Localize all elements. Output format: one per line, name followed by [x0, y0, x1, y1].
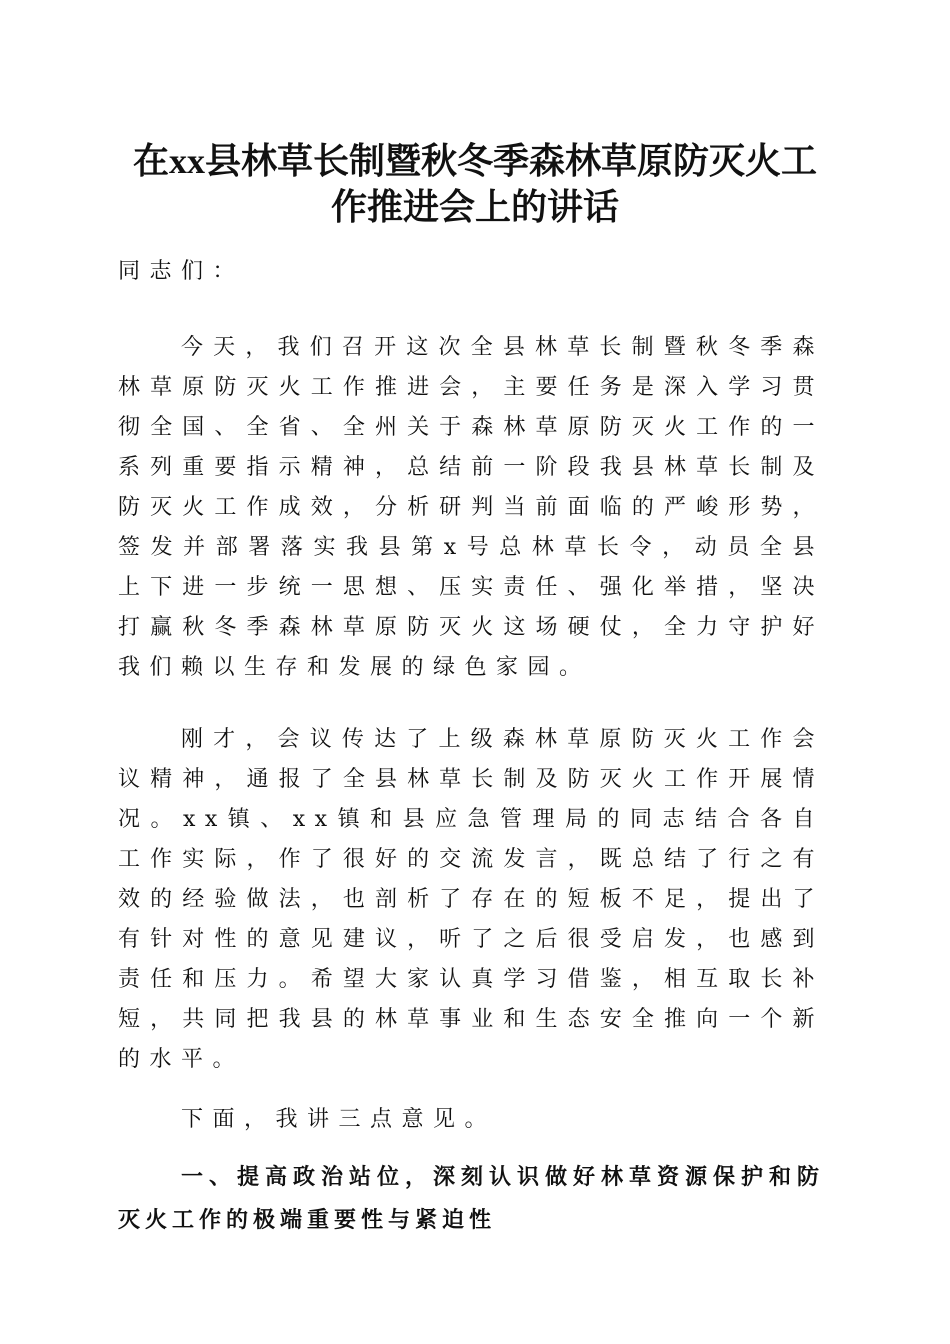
document-title: [110, 138, 840, 230]
paragraph-3: 下面，我讲三点意见。: [181, 1107, 497, 1132]
document-body: [118, 252, 824, 1242]
title-line-1: 在xx县林草长制暨秋冬季森林草原防灭火工: [132, 141, 817, 181]
salutation: 同志们：: [118, 259, 245, 284]
paragraph-2: 刚才，会议传达了上级森林草原防灭火工作会议精神，通报了全县林草长制及防灭火工作开展情况。xx镇、xx镇和县应急管理局的同志结合各自工作实际，作了很好的交流发言，既总结了行之有效的经验做法，也剖析了存在的短板不足，提出了有针对性的意见建议，听了之后很受启发，也感到责任和压力。希望大家认真学习借鉴，相互取长补短，共同把我县的林草事业和生态安全推向一个新的水平。: [118, 727, 824, 1072]
title-line-2: 作推进会上的讲话: [330, 187, 619, 227]
paragraph-1: 今天，我们召开这次全县林草长制暨秋冬季森林草原防灭火工作推进会，主要任务是深入学习贯彻全国、全省、全州关于森林草原防灭火工作的一系列重要指示精神，总结前一阶段我县林草长制及防灭火工作成效，分析研判当前面临的严峻形势，签发并部署落实我县第x号总林草长令，动员全县上下进一步统一思想、压实责任、强化举措，坚决打赢秋冬季森林草原防灭火这场硬仗，全力守护好我们赖以生存和发展的绿色家园。: [118, 335, 824, 680]
section-heading-1: 一、提高政治站位，深刻认识做好林草资源保护和防灭火工作的极端重要性与紧迫性: [118, 1165, 824, 1233]
